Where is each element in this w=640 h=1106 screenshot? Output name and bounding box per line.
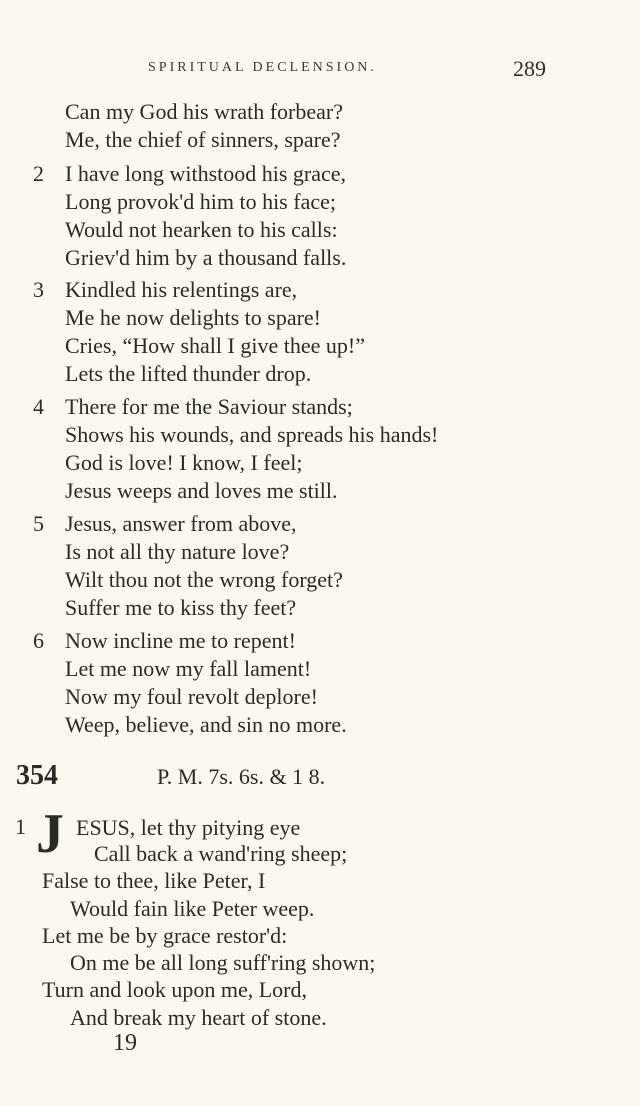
poem-line: Let me be by grace restor'd: (42, 923, 288, 948)
poem-line: Suffer me to kiss thy feet? (65, 595, 297, 620)
poem-line: On me be all long suff'ring shown; (70, 950, 376, 975)
poem-line: Jesus weeps and loves me still. (65, 478, 338, 503)
poem-line: Turn and look upon me, Lord, (42, 977, 308, 1002)
poem-line: Wilt thou not the wrong forget? (65, 567, 343, 592)
stanza-number: 3 (33, 277, 44, 302)
poem-line: False to thee, like Peter, I (42, 868, 266, 893)
poem-line: Let me now my fall lament! (65, 656, 312, 681)
poem-line: ESUS, let thy pitying eye (76, 815, 301, 840)
poem-line: Lets the lifted thunder drop. (65, 361, 312, 386)
stanza-number: 5 (33, 511, 44, 536)
poem-line: Is not all thy nature love? (65, 539, 290, 564)
running-title: SPIRITUAL DECLENSION. (148, 60, 377, 75)
page-header (0, 58, 640, 88)
poem-line: Griev'd him by a thousand falls. (65, 245, 347, 270)
drop-cap: J (36, 803, 64, 865)
poem-line: Jesus, answer from above, (65, 511, 297, 536)
hymn-number: 354 (16, 760, 58, 791)
poem-line: Call back a wand'ring sheep; (94, 841, 348, 866)
poem-line: Would not hearken to his calls: (65, 217, 338, 242)
poem-line: God is love! I know, I feel; (65, 450, 303, 475)
verse-number: 1 (15, 814, 26, 839)
poem-line: Shows his wounds, and spreads his hands! (65, 422, 439, 447)
hymn-meter: P. M. 7s. 6s. & 1 8. (157, 764, 326, 789)
poem-line: Weep, believe, and sin no more. (65, 712, 347, 737)
poem-line: Me he now delights to spare! (65, 305, 321, 330)
poem-line: Now my foul revolt deplore! (65, 684, 318, 709)
stanza-number: 4 (33, 394, 44, 419)
poem-line: And break my heart of stone. (70, 1005, 327, 1030)
stanza-number: 2 (33, 161, 44, 186)
signature-mark: 19 (113, 1030, 137, 1056)
poem-line: I have long withstood his grace, (65, 161, 347, 186)
poem-line: Can my God his wrath forbear? (65, 99, 343, 124)
poem-line: Me, the chief of sinners, spare? (65, 127, 341, 152)
page-number: 289 (513, 56, 546, 81)
poem-line: Now incline me to repent! (65, 628, 296, 653)
poem-line: Cries, “How shall I give thee up!” (65, 333, 365, 358)
poem-line: There for me the Saviour stands; (65, 394, 353, 419)
poem-line: Would fain like Peter weep. (70, 896, 315, 921)
hymn-heading (0, 760, 640, 800)
poem-line: Kindled his relentings are, (65, 277, 298, 302)
stanza-number: 6 (33, 628, 44, 653)
poem-line: Long provok'd him to his face; (65, 189, 336, 214)
